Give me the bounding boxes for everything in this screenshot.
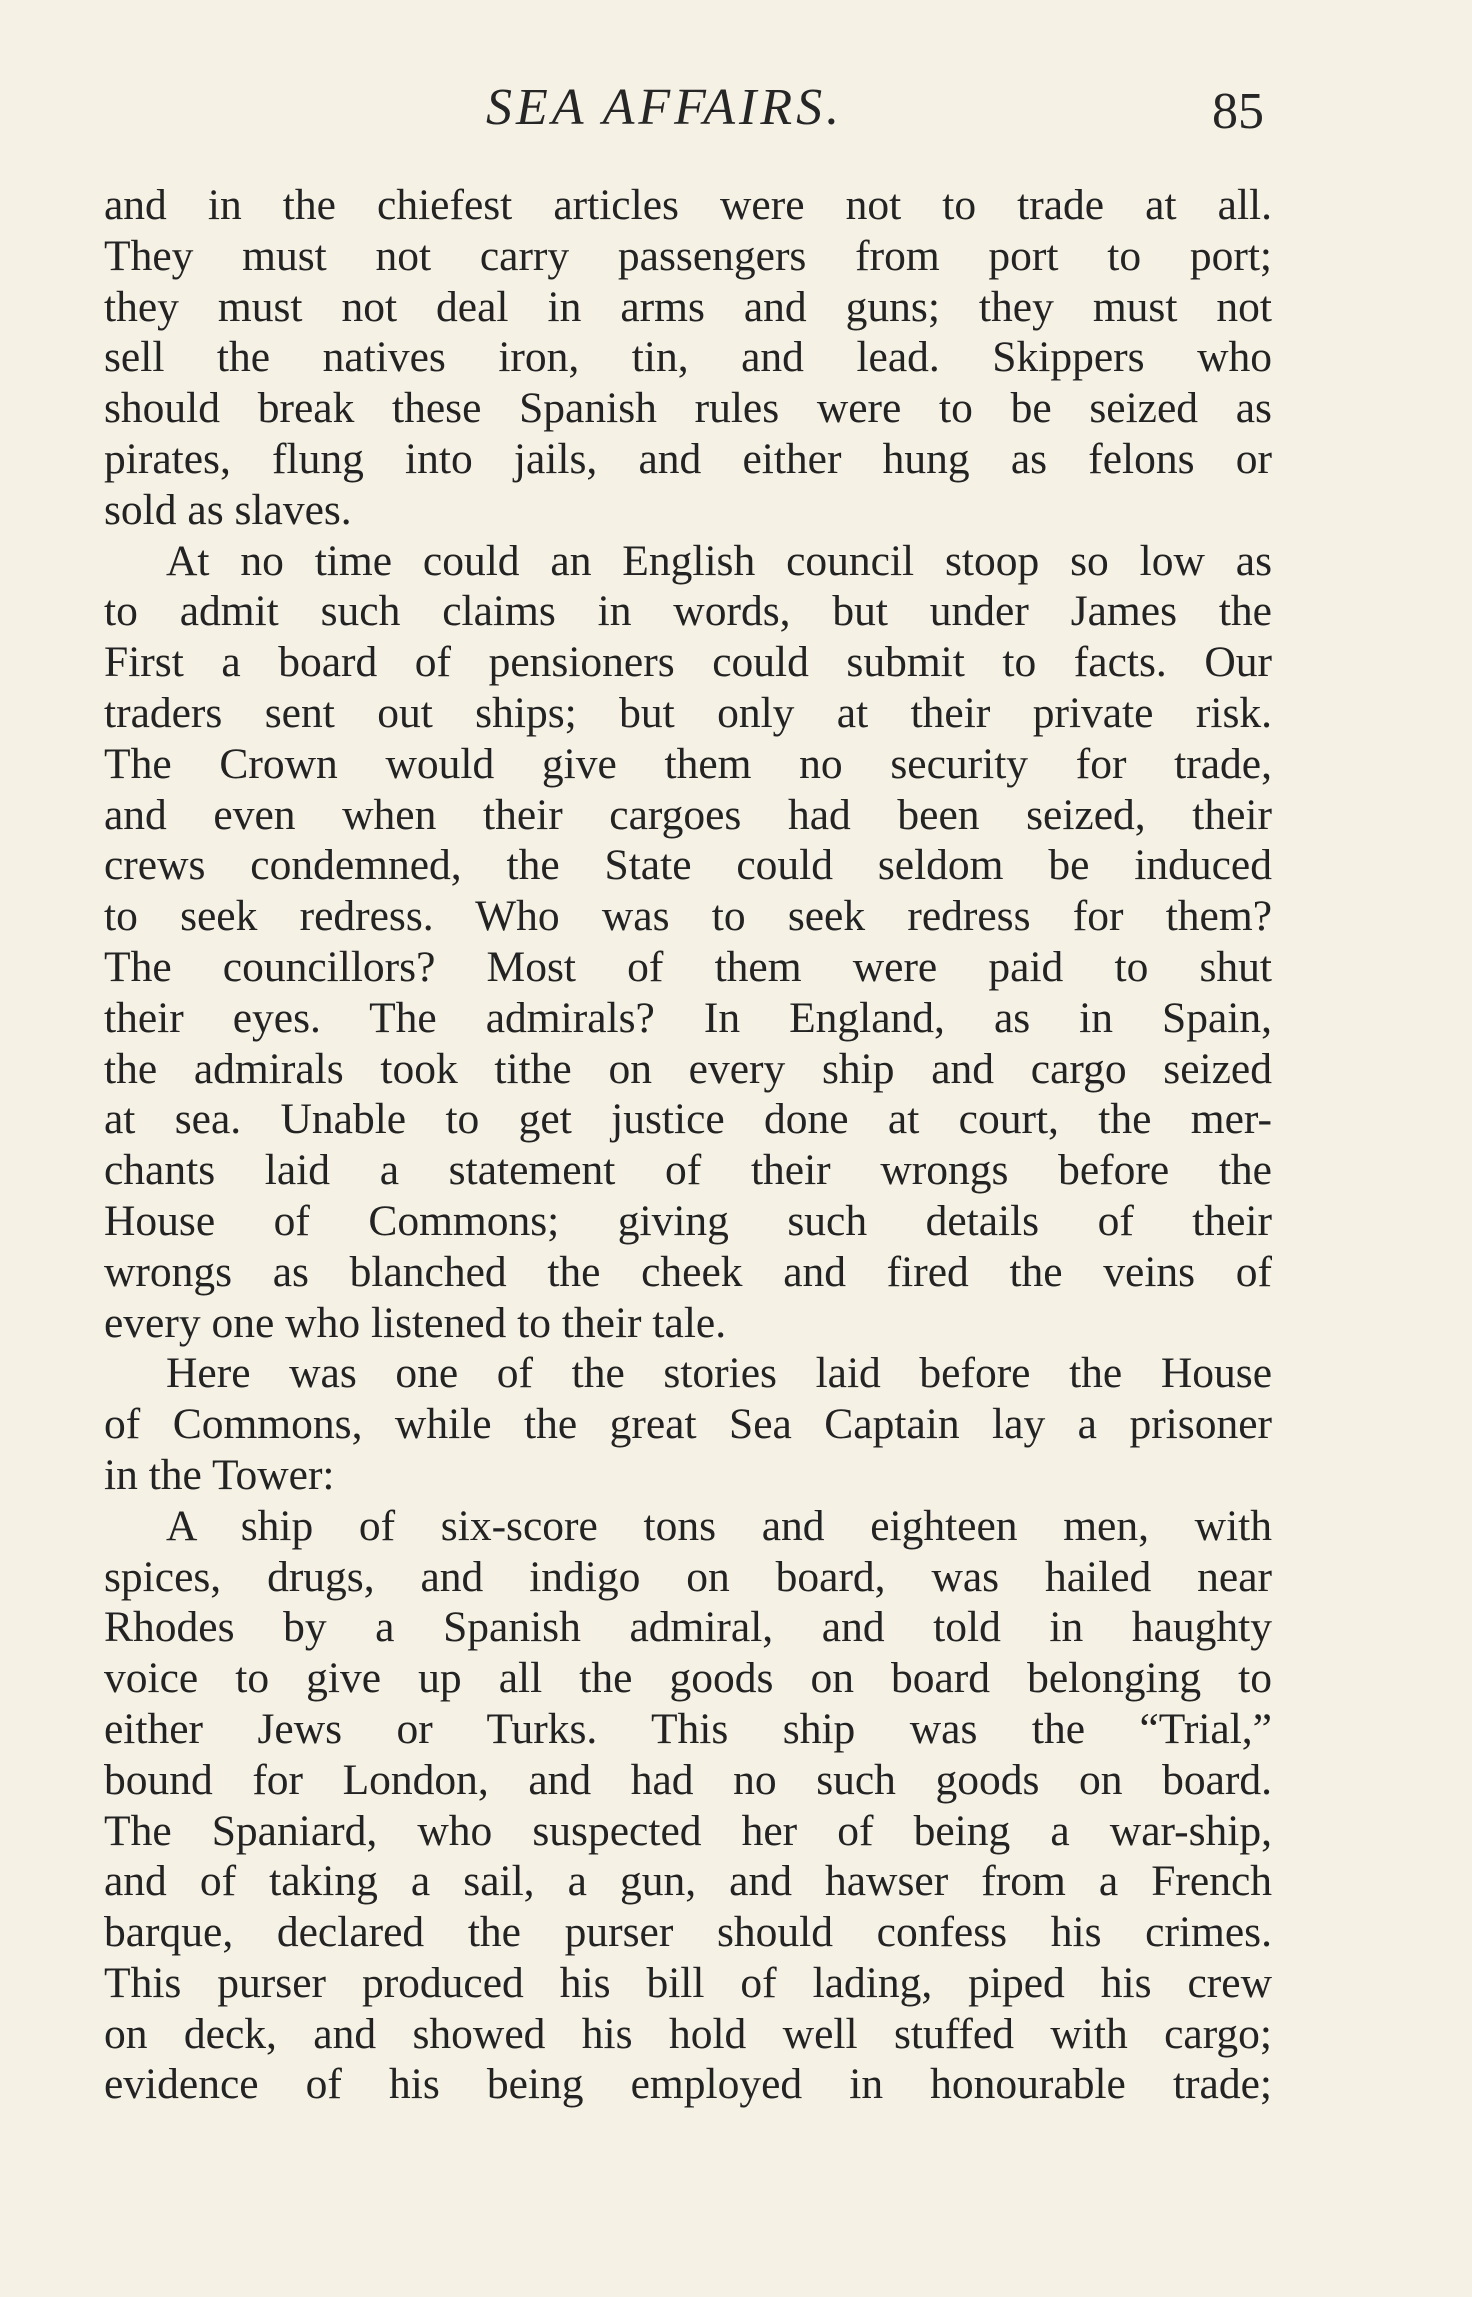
text-line: A ship of six-score tons and eighteen men, with bbox=[166, 1501, 1272, 1550]
text-line: and in the chiefest articles were not to trade at all. bbox=[104, 181, 1272, 229]
text-line: on deck, and showed his hold well stuffed with cargo; bbox=[104, 2009, 1272, 2058]
text-line: in the Tower: bbox=[104, 1450, 335, 1499]
text-line: House of Commons; giving such details of their bbox=[104, 1196, 1272, 1245]
text-line: every one who listened to their tale. bbox=[104, 1298, 727, 1347]
text-line: spices, drugs, and indigo on board, was hailed near bbox=[104, 1552, 1272, 1601]
text-line: bound for London, and had no such goods on board. bbox=[104, 1755, 1272, 1804]
text-line: Here was one of the stories laid before the House bbox=[166, 1349, 1272, 1398]
text-line: evidence of his being employed in honourable trade; bbox=[104, 2060, 1272, 2109]
text-line: pirates, flung into jails, and either hung as felons or bbox=[104, 434, 1272, 483]
text-line: barque, declared the purser should confess his crimes. bbox=[104, 1908, 1272, 1957]
text-line: Rhodes by a Spanish admiral, and told in haughty bbox=[104, 1603, 1272, 1652]
text-line: The Crown would give them no security for trade, bbox=[104, 739, 1272, 788]
text-line: traders sent out ships; but only at their private risk. bbox=[104, 688, 1272, 737]
text-line: sell the natives iron, tin, and lead. Skippers who bbox=[104, 333, 1272, 382]
text-line: At no time could an English council stoop so low as bbox=[166, 536, 1272, 585]
paragraph-3 bbox=[104, 1348, 1272, 1500]
text-line: chants laid a statement of their wrongs before the bbox=[104, 1146, 1272, 1195]
text-line: and even when their cargoes had been seized, their bbox=[104, 790, 1272, 839]
paragraph-1 bbox=[104, 180, 1272, 536]
text-line: at sea. Unable to get justice done at court, the mer- bbox=[104, 1095, 1272, 1144]
body-text bbox=[104, 180, 1272, 2110]
text-line: they must not deal in arms and guns; they must not bbox=[104, 282, 1272, 331]
text-line: The councillors? Most of them were paid to shut bbox=[104, 942, 1272, 991]
text-line: to seek redress. Who was to seek redress for them? bbox=[104, 892, 1272, 941]
text-line: should break these Spanish rules were to be seized as bbox=[104, 384, 1272, 433]
text-line: They must not carry passengers from port to port; bbox=[104, 231, 1272, 280]
text-line: voice to give up all the goods on board belonging to bbox=[104, 1654, 1272, 1703]
running-head: SEA AFFAIRS. bbox=[486, 79, 844, 136]
text-line: The Spaniard, who suspected her of being a war-ship, bbox=[104, 1806, 1272, 1855]
paragraph-2 bbox=[104, 536, 1272, 1349]
text-line: and of taking a sail, a gun, and hawser from a French bbox=[104, 1857, 1272, 1906]
text-line: the admirals took tithe on every ship and cargo seized bbox=[104, 1044, 1272, 1093]
paragraph-4 bbox=[104, 1501, 1272, 2111]
text-line: either Jews or Turks. This ship was the “Trial,” bbox=[104, 1704, 1272, 1753]
text-line: crews condemned, the State could seldom be induced bbox=[104, 841, 1272, 890]
text-line: sold as slaves. bbox=[104, 485, 352, 534]
text-line: First a board of pensioners could submit to facts. Our bbox=[104, 638, 1272, 687]
text-line: to admit such claims in words, but under James the bbox=[104, 587, 1272, 636]
text-line: of Commons, while the great Sea Captain lay a prisoner bbox=[104, 1400, 1272, 1449]
text-line: their eyes. The admirals? In England, as in Spain, bbox=[104, 993, 1272, 1042]
text-line: This purser produced his bill of lading, piped his crew bbox=[104, 1958, 1272, 2007]
text-line: wrongs as blanched the cheek and fired the veins of bbox=[104, 1247, 1272, 1296]
page-number: 85 bbox=[1212, 83, 1264, 140]
